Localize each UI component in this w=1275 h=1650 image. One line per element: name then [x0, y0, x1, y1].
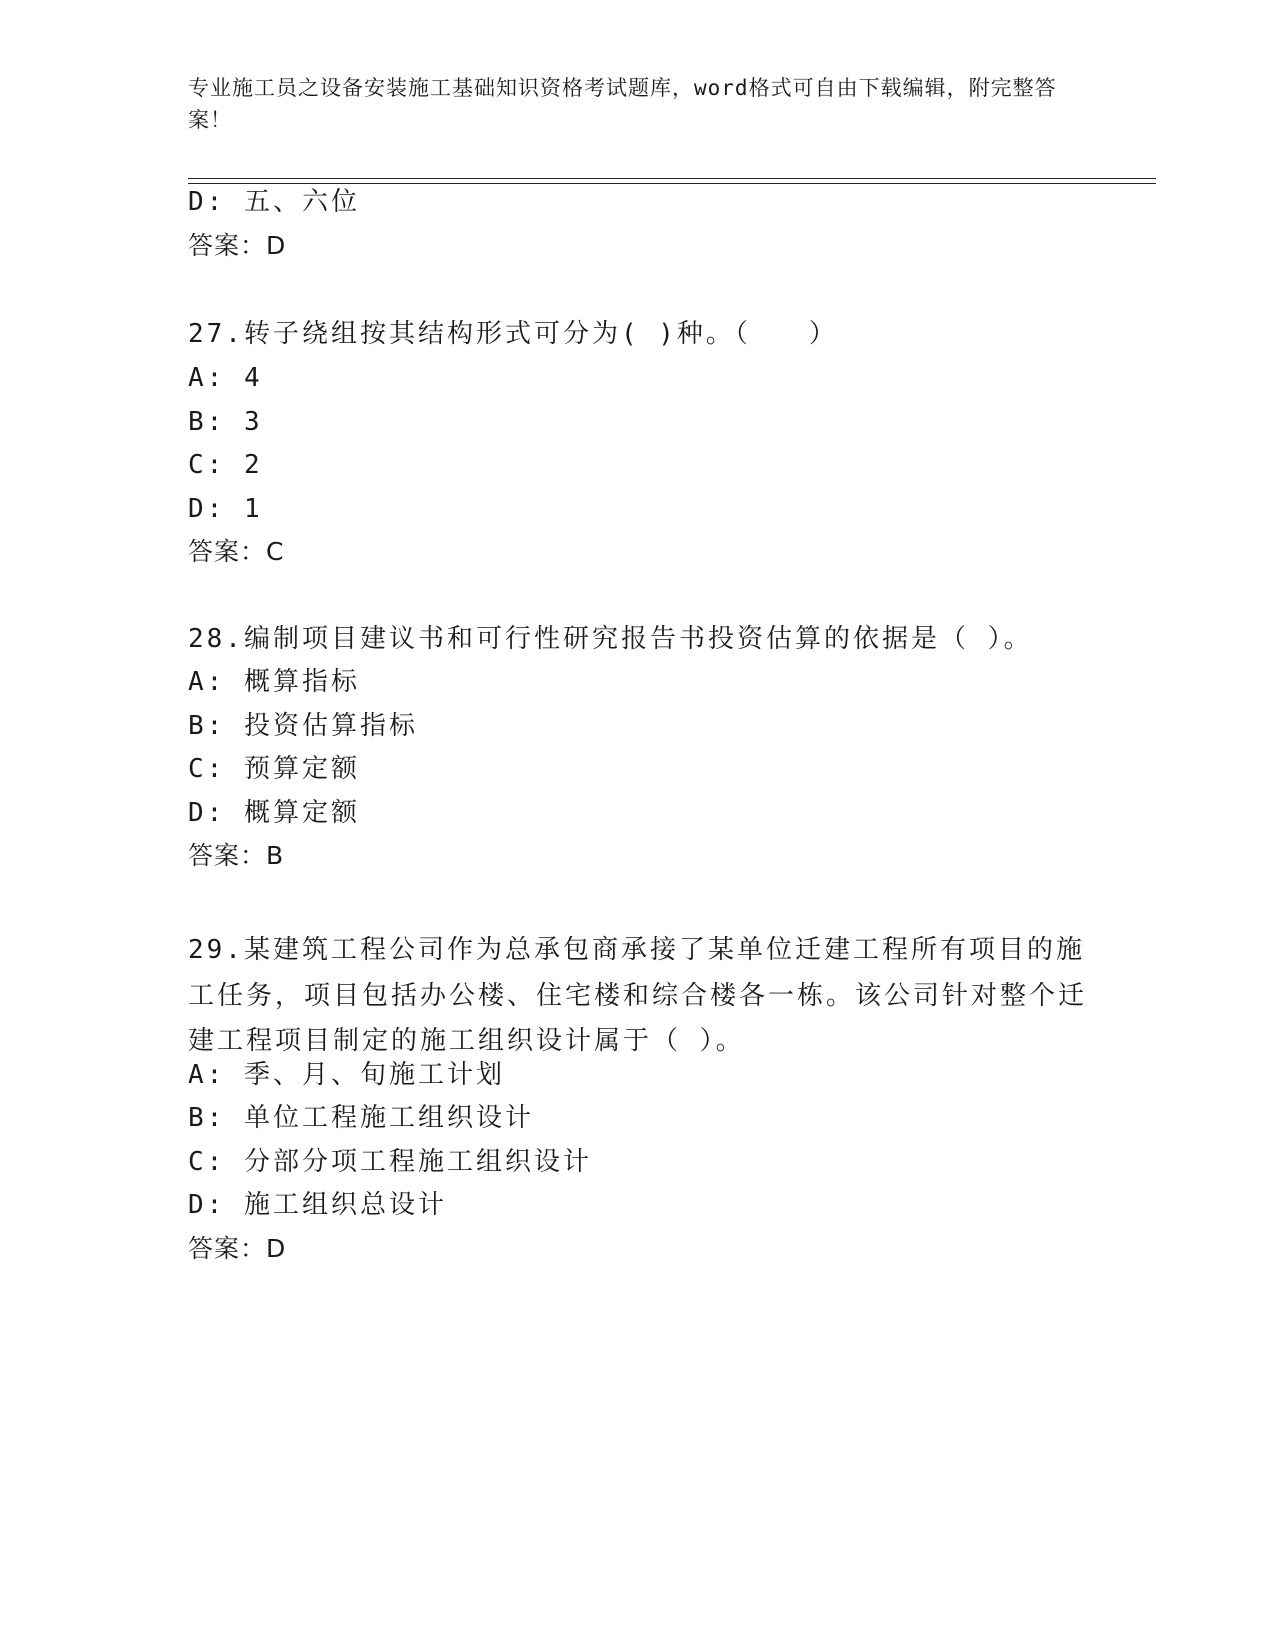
question-28-option-c: C: 预算定额: [188, 754, 360, 784]
question-27-text: 27.转子绕组按其结构形式可分为( )种。（ ）: [188, 319, 838, 349]
question-29-option-b: B: 单位工程施工组织设计: [188, 1103, 534, 1133]
question-27-answer: 答案：C: [188, 537, 285, 566]
question-28-option-d: D: 概算定额: [188, 798, 360, 828]
header-divider-bottom: [188, 183, 1156, 184]
question-28-text: 28.编制项目建议书和可行性研究报告书投资估算的依据是（ ）。: [188, 624, 1033, 654]
question-27-option-a: A: 4: [188, 363, 263, 393]
header-divider-top: [188, 178, 1156, 179]
question-29-option-c: C: 分部分项工程施工组织设计: [188, 1147, 592, 1177]
document-header: 专业施工员之设备安装施工基础知识资格考试题库，word格式可自由下载编辑，附完整答案！: [188, 76, 1057, 132]
prev-answer: 答案：D: [188, 231, 287, 260]
question-27-option-c: C: 2: [188, 450, 263, 480]
question-28-answer: 答案：B: [188, 841, 285, 870]
question-29-option-a: A: 季、月、旬施工计划: [188, 1060, 505, 1090]
question-29-option-d: D: 施工组织总设计: [188, 1190, 447, 1220]
question-28-option-a: A: 概算指标: [188, 667, 360, 697]
question-27-option-b: B: 3: [188, 407, 263, 437]
question-29-text: 29.某建筑工程公司作为总承包商承接了某单位迁建工程所有项目的施工任务，项目包括办公楼、住宅楼和综合楼各一栋。该公司针对整个迁建工程项目制定的施工组织设计属于（ ）。: [188, 935, 1088, 1056]
prev-option-d: D: 五、六位: [188, 187, 360, 217]
question-27-option-d: D: 1: [188, 494, 263, 524]
question-28-option-b: B: 投资估算指标: [188, 711, 418, 741]
question-29-answer: 答案：D: [188, 1234, 287, 1263]
